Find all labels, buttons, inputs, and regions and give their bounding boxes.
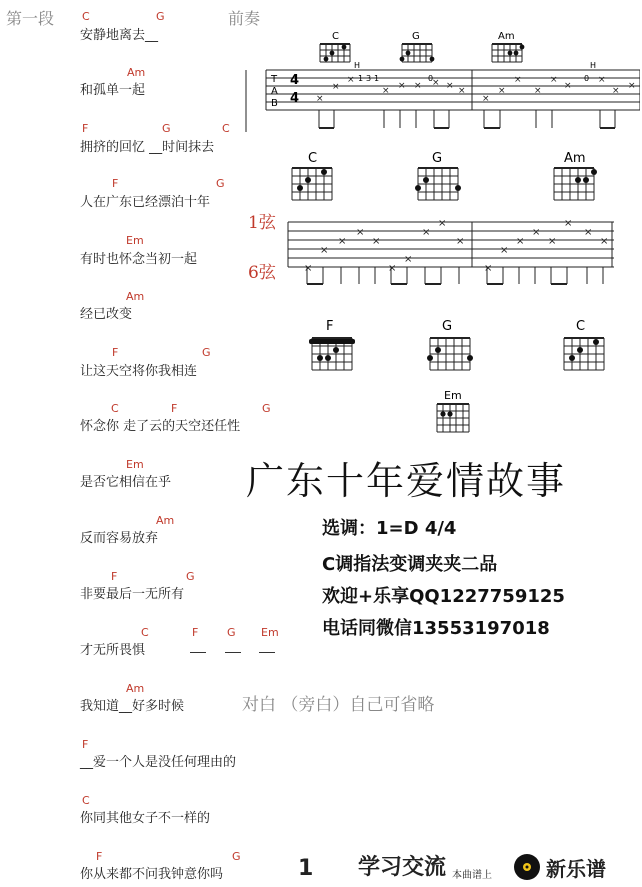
lyric-line: 是否它相信在乎 — [80, 475, 172, 490]
svg-text:×: × — [584, 227, 593, 238]
lyric-line: 我知道__好多时候 — [80, 699, 185, 714]
svg-text:×: × — [446, 81, 454, 91]
svg-text:×: × — [498, 86, 506, 96]
hammer-on-mark: H — [354, 62, 361, 70]
blank-dash — [259, 652, 275, 653]
chord-label: F — [111, 570, 118, 583]
chord-diagram-am — [546, 150, 606, 204]
lyric-line: 你从来都不问我钟意你吗 — [80, 867, 224, 882]
source-note: 本曲谱上 — [452, 870, 492, 881]
fret-number: 1 — [374, 74, 380, 83]
chord-label: Em — [126, 458, 144, 471]
chord-label: G — [216, 177, 225, 190]
key-line: 选调：1=D 4/4 — [322, 518, 457, 539]
svg-text:×: × — [534, 86, 542, 96]
tab-clef-letter: A — [271, 86, 278, 97]
svg-text:×: × — [372, 236, 381, 247]
svg-text:×: × — [356, 227, 365, 238]
chord-label: C — [141, 626, 149, 639]
svg-text:×: × — [404, 254, 413, 265]
svg-text:×: × — [484, 263, 493, 274]
blank-dash — [225, 652, 241, 653]
chord-name: Am — [564, 151, 586, 166]
tab-clef-letter: T — [271, 74, 278, 85]
note-stems — [319, 110, 615, 128]
chord-label: C — [111, 402, 119, 415]
svg-text:×: × — [432, 78, 440, 88]
svg-text:×: × — [332, 82, 340, 92]
lyric-line: 经已改变 — [80, 307, 133, 322]
chord-diagram-g — [410, 150, 470, 204]
lyric-line: 让这天空将你我相连 — [80, 364, 198, 379]
svg-text:×: × — [388, 263, 397, 274]
fingering-line: C调指法变调夹夹二品 — [322, 554, 498, 575]
svg-text:×: × — [382, 86, 390, 96]
section-label: 第一段 — [6, 9, 55, 28]
contact-line: 欢迎+乐享QQ1227759125 — [322, 586, 565, 607]
lyric-line: 有时也怀念当初一起 — [80, 252, 198, 267]
fret-number: 1 — [358, 74, 364, 83]
brand-name: 新乐谱 — [546, 857, 606, 881]
string-label-top: 1弦 — [248, 213, 276, 233]
svg-text:×: × — [347, 75, 355, 85]
note-stems — [307, 267, 603, 284]
chord-label: Am — [156, 514, 175, 527]
svg-text:×: × — [482, 94, 490, 104]
chord-label: C — [82, 10, 90, 23]
lyric-line: 非要最后一无所有 — [80, 587, 185, 602]
chord-label: Am — [127, 66, 146, 79]
chord-diagram-c — [558, 318, 614, 376]
tab-x-marks — [304, 218, 608, 274]
chord-name: F — [326, 319, 334, 334]
tab-staff-intro — [244, 62, 640, 132]
svg-text:×: × — [338, 236, 347, 247]
lyric-line: 安静地离去__ — [80, 28, 159, 43]
svg-text:×: × — [398, 81, 406, 91]
chord-label: F — [112, 177, 119, 190]
chord-label: G — [202, 346, 211, 359]
svg-text:×: × — [548, 236, 557, 247]
chord-name: C — [332, 31, 339, 42]
chord-label: C — [222, 122, 230, 135]
svg-text:×: × — [550, 75, 558, 85]
svg-text:×: × — [320, 245, 329, 256]
chord-label: F — [96, 850, 103, 863]
chord-name: C — [308, 151, 318, 166]
chord-label: G — [156, 10, 165, 23]
chord-label: G — [262, 402, 271, 415]
blank-dash — [190, 652, 206, 653]
fret-number: 0 — [584, 74, 590, 83]
svg-text:×: × — [422, 227, 431, 238]
svg-text:×: × — [628, 81, 636, 91]
svg-text:×: × — [316, 94, 324, 104]
chord-label: G — [162, 122, 171, 135]
lyric-line: 拥挤的回忆 __时间抹去 — [80, 140, 215, 155]
fretboard-grid — [418, 168, 458, 200]
chord-label: Am — [126, 682, 145, 695]
chord-label: F — [82, 122, 89, 135]
chord-name: G — [412, 31, 420, 42]
brand-logo-icon — [512, 852, 542, 882]
chord-label: C — [82, 794, 90, 807]
chord-diagram-f — [306, 318, 362, 376]
svg-text:×: × — [612, 86, 620, 96]
svg-text:×: × — [458, 86, 466, 96]
chord-label: Em — [261, 626, 279, 639]
fretboard-grid — [554, 168, 594, 200]
lyric-line: __爱一个人是没任何理由的 — [80, 755, 237, 770]
svg-text:×: × — [500, 245, 509, 256]
chord-label: F — [112, 346, 119, 359]
chord-label: G — [186, 570, 195, 583]
time-signature-top: 4 — [290, 73, 300, 88]
dialog-note: 对白 （旁白）自己可省略 — [242, 695, 435, 715]
svg-text:×: × — [304, 263, 313, 274]
svg-text:×: × — [456, 236, 465, 247]
chord-label: F — [82, 738, 89, 751]
svg-text:×: × — [600, 236, 609, 247]
svg-text:×: × — [564, 218, 573, 229]
fret-number: 3 — [366, 74, 372, 83]
chord-name: G — [432, 151, 443, 166]
chord-diagram-c — [284, 150, 344, 204]
chord-label: G — [227, 626, 236, 639]
tab-clef-letter: B — [271, 98, 278, 109]
chord-name: Am — [498, 31, 515, 42]
chord-label: F — [171, 402, 178, 415]
lyric-line: 人在广东已经漂泊十年 — [80, 195, 211, 210]
chord-label: G — [232, 850, 241, 863]
chord-label: F — [192, 626, 199, 639]
intro-label: 前奏 — [228, 9, 261, 28]
string-label-bottom: 6弦 — [248, 263, 276, 283]
fretboard-grid — [430, 338, 470, 370]
lyric-line: 和孤单一起 — [80, 83, 146, 98]
fretboard-grid — [437, 404, 469, 432]
time-signature-bottom: 4 — [290, 91, 300, 106]
phone-line: 电话同微信13553197018 — [322, 618, 550, 639]
svg-text:×: × — [438, 218, 447, 229]
lyric-line: 反而容易放弃 — [80, 531, 159, 546]
page-number: 1 — [298, 856, 314, 881]
tab-staff-pattern — [284, 212, 614, 286]
lyric-line: 才无所畏惧 — [80, 643, 146, 658]
svg-text:×: × — [414, 81, 422, 91]
song-title: 广东十年爱情故事 — [246, 459, 567, 503]
svg-text:×: × — [564, 81, 572, 91]
chord-label: Am — [126, 290, 145, 303]
svg-text:×: × — [514, 75, 522, 85]
chord-name: G — [442, 319, 453, 334]
lyric-line: 你同其他女子不一样的 — [80, 811, 211, 826]
chord-diagram-em — [432, 388, 476, 436]
chord-name: C — [576, 319, 586, 334]
svg-text:×: × — [516, 236, 525, 247]
hammer-on-mark: H — [590, 62, 597, 70]
study-text: 学习交流 — [358, 855, 447, 880]
fret-number: 0 — [428, 74, 434, 83]
chord-label: Em — [126, 234, 144, 247]
svg-text:×: × — [532, 227, 541, 238]
lyric-line: 怀念你 走了云的天空还任性 — [80, 419, 241, 434]
svg-text:×: × — [598, 75, 606, 85]
chord-name: Em — [444, 389, 462, 402]
chord-diagram-g — [424, 318, 480, 376]
